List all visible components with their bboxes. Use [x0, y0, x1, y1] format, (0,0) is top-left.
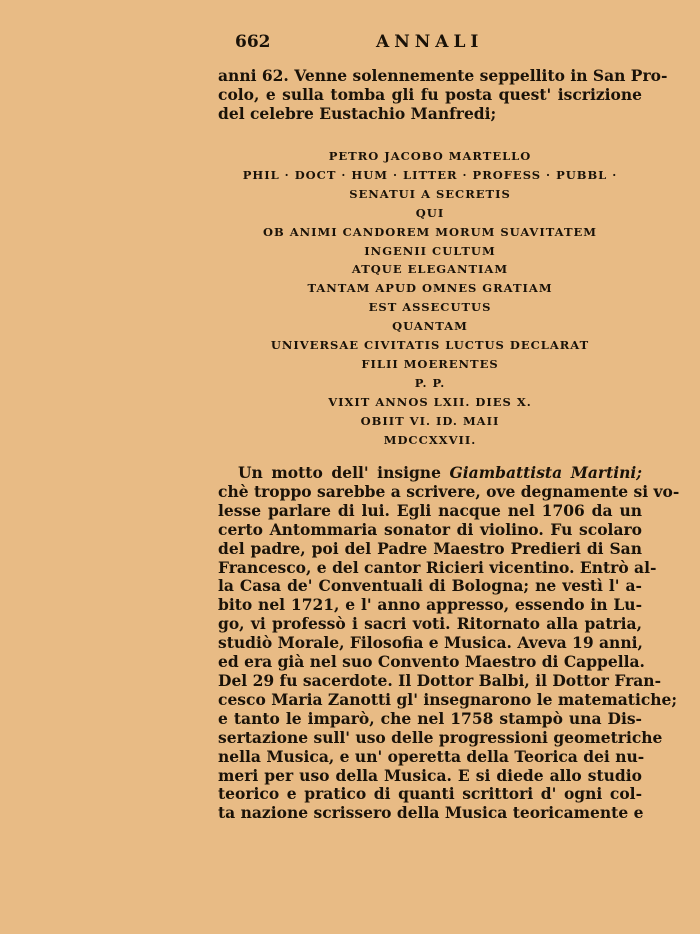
epitaph-inscription — [200, 147, 660, 450]
intro-paragraph — [218, 66, 668, 124]
page-number: 662 — [235, 32, 271, 52]
text-line: go, vi professò i sacri voti. Ritornato alla patria, — [218, 614, 642, 634]
inscription-line: PETRO JACOBO MARTELLO — [328, 149, 532, 163]
text-line: bito nel 1721, e l' anno appresso, essendo in Lu- — [218, 595, 642, 615]
inscription-line: FILII MOERENTES — [361, 356, 499, 371]
inscription-line: UNIVERSAE CIVITATIS LUCTUS DECLARAT — [270, 338, 590, 353]
text-line-first — [218, 464, 642, 483]
person-name-giambattista-martini: Giambattista Martini; — [449, 463, 643, 482]
inscription-line: OB ANIMI CANDOREM MORUM SUAVITATEM — [262, 224, 597, 239]
text-line: e tanto le imparò, che nel 1758 stampò una Dis- — [218, 708, 642, 728]
inscription-line: OBIIT VI. ID. MAII — [360, 413, 500, 428]
text-line: nella Musica, e un' operetta della Teorica dei nu- — [218, 746, 645, 766]
text-line: la Casa de' Conventuali di Bologna; ne vestì l' a- — [218, 576, 642, 596]
text-line: teorico e pratico di quanti scrittori d' ogni col- — [218, 784, 642, 804]
inscription-line: ATQUE ELEGANTIAM — [351, 262, 509, 277]
text-line: chè troppo sarebbe a scrivere, ove degnamente si vo- — [218, 481, 680, 501]
inscription-line: PHIL · DOCT · HUM · LITTER · PROFESS · PUBBL · — [242, 167, 618, 182]
text-line: ed era già nel suo Convento Maestro di Cappella. — [218, 652, 645, 672]
inscription-line: P. P. — [414, 375, 446, 390]
text-line: certo Antommaria sonator di violino. Fu scolaro — [218, 519, 642, 539]
inscription-line: INGENII CULTUM — [364, 243, 496, 258]
text-line: del celebre Eustachio Manfredi; — [218, 103, 497, 123]
text-line: studiò Morale, Filosofia e Musica. Aveva 19 anni, — [218, 633, 643, 653]
body-paragraph — [218, 463, 680, 823]
inscription-line: TANTAM APUD OMNES GRATIAM — [307, 281, 553, 296]
text-line: cesco Maria Zanotti gl' insegnarono le matematiche; — [218, 689, 678, 709]
running-title: ANNALI — [376, 32, 484, 52]
text-line: Francesco, e del cantor Ricieri vicentino. Entrò al- — [218, 557, 657, 577]
inscription-line: SENATUI A SECRETIS — [349, 186, 511, 201]
inscription-line: EST ASSECUTUS — [368, 300, 492, 315]
page-header — [218, 32, 642, 56]
inscription-line: QUI — [415, 205, 445, 220]
text-run: Un motto dell' insigne — [238, 463, 450, 482]
text-line: del padre, poi del Padre Maestro Predieri di San — [218, 538, 642, 558]
text-line: lesse parlare di lui. Egli nacque nel 1706 da un — [218, 500, 642, 520]
inscription-line: QUANTAM — [392, 319, 468, 334]
text-line: ta nazione scrissero della Musica teoricamente e — [218, 803, 644, 823]
inscription-line: MDCCXXVII. — [383, 432, 477, 447]
text-line: Del 29 fu sacerdote. Il Dottor Balbi, il Dottor Fran- — [218, 670, 662, 690]
text-line: anni 62. Venne solennemente seppellito in San Pro- — [218, 66, 668, 85]
inscription-line: VIXIT ANNOS LXII. DIES X. — [328, 394, 532, 409]
text-line: meri per uso della Musica. E si diede allo studio — [218, 765, 642, 785]
text-line: sertazione sull' uso delle progressioni geometriche — [218, 727, 663, 747]
text-line: colo, e sulla tomba gli fu posta quest' iscrizione — [218, 84, 642, 104]
